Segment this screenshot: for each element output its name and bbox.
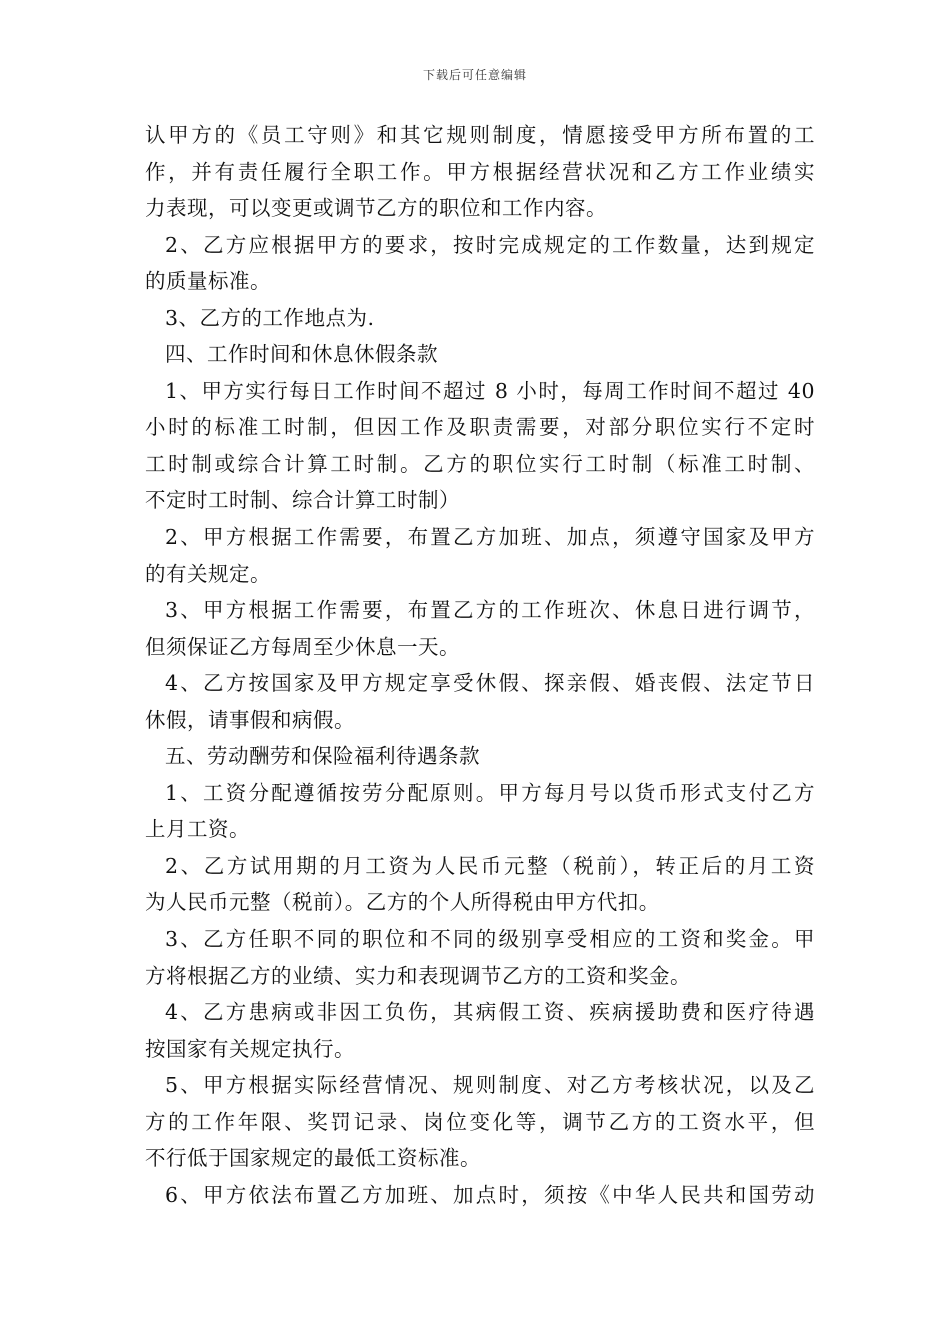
body-text-line: 但须保证乙方每周至少休息一天。 (145, 634, 460, 659)
body-text-line: 工时制或综合计算工时制。乙方的职位实行工时制（标准工时制、 (145, 451, 815, 476)
body-text-line: 上月工资。 (145, 817, 250, 842)
body-text-line: 3、甲方根据工作需要，布置乙方的工作班次、休息日进行调节， (165, 598, 815, 623)
body-text-line: 小时的标准工时制，但因工作及职责需要，对部分职位实行不定时 (145, 415, 815, 440)
body-text-line: 力表现，可以变更或调节乙方的职位和工作内容。 (145, 196, 607, 221)
body-text-line: 方将根据乙方的业绩、实力和表现调节乙方的工资和奖金。 (145, 963, 691, 988)
body-text-line: 2、乙方应根据甲方的要求，按时完成规定的工作数量，达到规定 (165, 232, 815, 257)
body-text-line: 按国家有关规定执行。 (145, 1036, 355, 1061)
body-text-line: 3、乙方任职不同的职位和不同的级别享受相应的工资和奖金。甲 (165, 927, 815, 952)
body-text-line: 四、工作时间和休息休假条款 (165, 342, 438, 367)
body-text-line: 不定时工时制、综合计算工时制） (145, 488, 460, 513)
body-text-line: 不行低于国家规定的最低工资标准。 (145, 1146, 481, 1171)
body-text-line: 为人民币元整（税前）。乙方的个人所得税由甲方代扣。 (145, 890, 660, 915)
document-body (145, 117, 815, 1213)
body-text-line: 1、工资分配遵循按劳分配原则。甲方每月号以货币形式支付乙方 (165, 780, 815, 805)
body-text-line: 方的工作年限、奖罚记录、岗位变化等，调节乙方的工资水平，但 (145, 1109, 815, 1134)
body-text-line: 2、甲方根据工作需要，布置乙方加班、加点，须遵守国家及甲方 (165, 525, 815, 550)
body-text-line: 的有关规定。 (145, 561, 271, 586)
body-text-line: 休假，请事假和病假。 (145, 707, 355, 732)
body-text-line: 4、乙方患病或非因工负伤，其病假工资、疾病援助费和医疗待遇 (165, 1000, 815, 1025)
body-text-line: 的质量标准。 (145, 269, 271, 294)
page-header: 下载后可任意编辑 (422, 68, 527, 82)
body-text-line: 五、劳动酬劳和保险福利待遇条款 (165, 744, 480, 769)
body-text-line: 1、甲方实行每日工作时间不超过 8 小时，每周工作时间不超过 40 (165, 378, 815, 403)
body-text-line: 作，并有责任履行全职工作。甲方根据经营状况和乙方工作业绩实 (145, 159, 815, 184)
body-text-line: 4、乙方按国家及甲方规定享受休假、探亲假、婚丧假、法定节日 (165, 671, 815, 696)
body-text-line: 3、乙方的工作地点为. (165, 305, 375, 330)
body-text-line: 6、甲方依法布置乙方加班、加点时，须按《中华人民共和国劳动 (165, 1182, 815, 1207)
body-text-line: 2、乙方试用期的月工资为人民币元整（税前），转正后的月工资 (165, 853, 815, 878)
body-text-line: 5、甲方根据实际经营情况、规则制度、对乙方考核状况，以及乙 (165, 1073, 815, 1098)
body-text-line: 认甲方的《员工守则》和其它规则制度，情愿接受甲方所布置的工 (145, 123, 815, 147)
